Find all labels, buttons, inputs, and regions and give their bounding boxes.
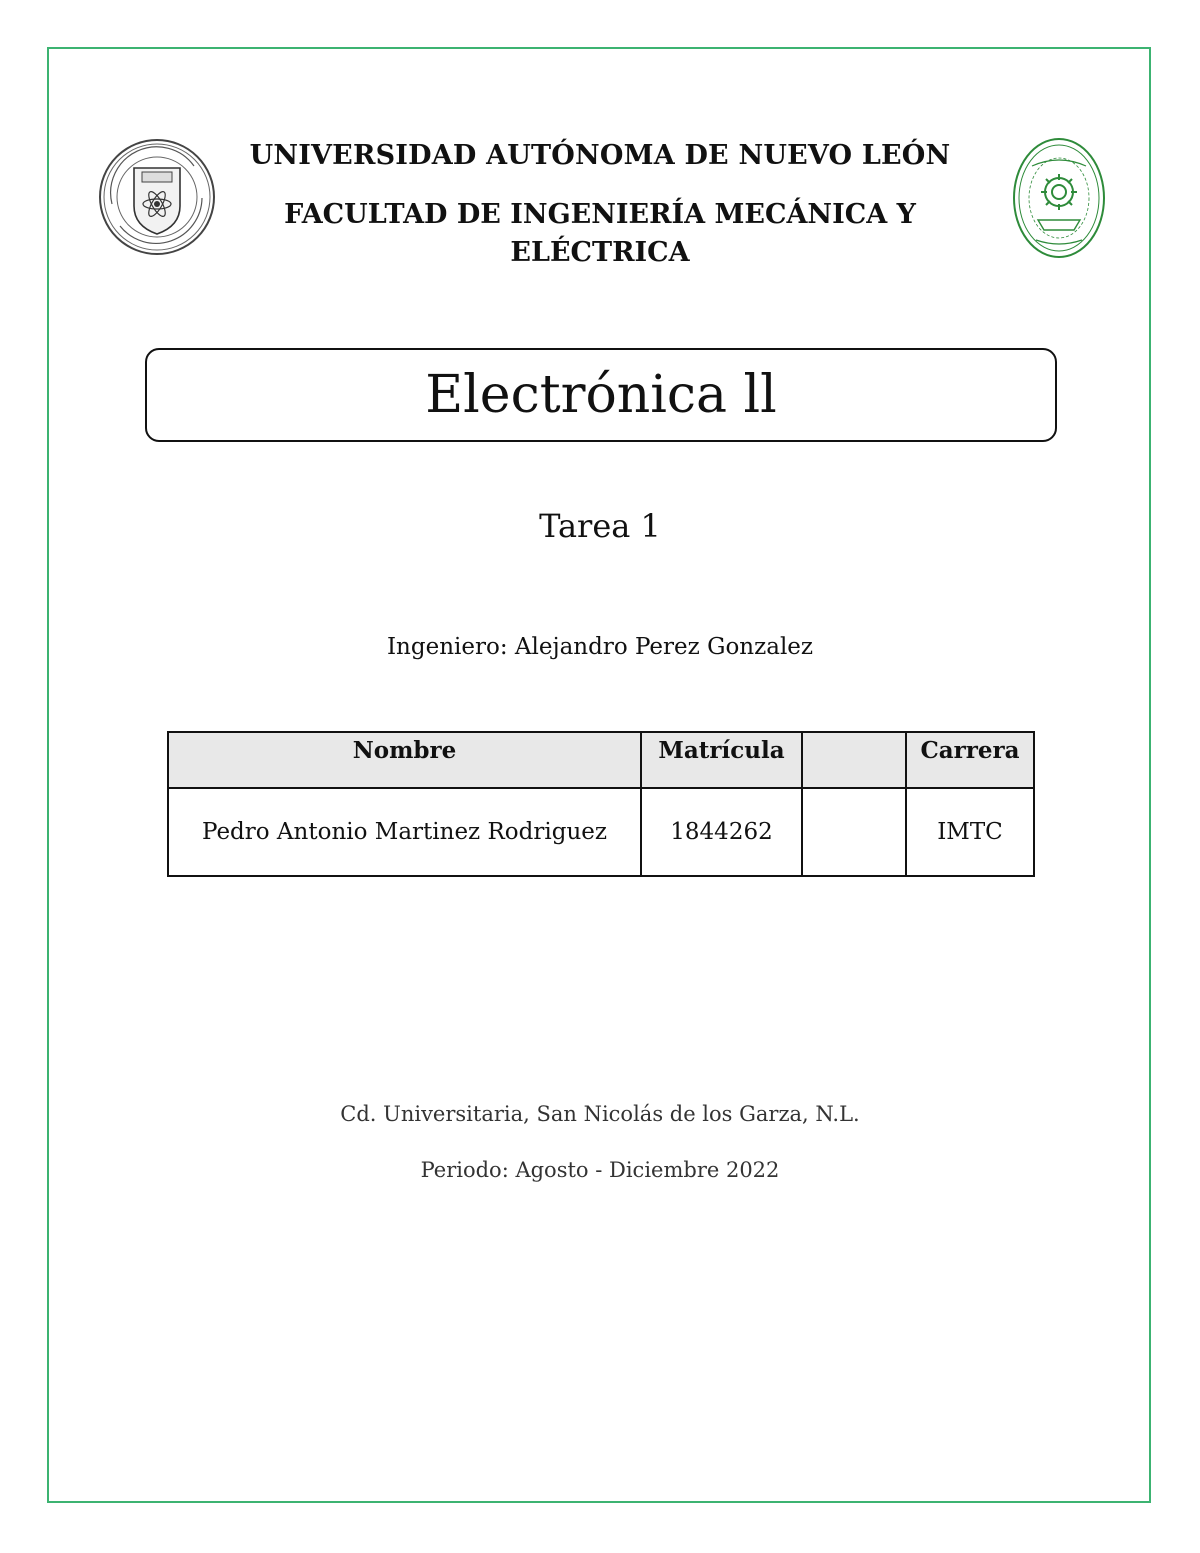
header-empty [802,732,906,788]
assignment-title: Tarea 1 [539,507,661,545]
table-header-row [168,732,1034,788]
instructor-line: Ingeniero: Alejandro Perez Gonzalez [386,634,814,660]
faculty-name: FACULTAD DE INGENIERÍA MECÁNICA Y ELÉCTRICA [284,199,916,268]
cell-matricula: 1844262 [641,788,802,876]
student-table [167,731,1035,877]
cell-empty [802,788,906,876]
header-nombre: Nombre [168,732,641,788]
university-name: UNIVERSIDAD AUTÓNOMA DE NUEVO LEÓN [249,140,951,171]
table-row [168,788,1034,876]
subject-box [145,348,1057,442]
footer-period: Periodo: Agosto - Diciembre 2022 [420,1158,780,1182]
header-matricula: Matrícula [641,732,802,788]
cell-nombre: Pedro Antonio Martinez Rodriguez [168,788,641,876]
subject-title: Electrónica ll [425,365,777,425]
fime-seal-icon [1012,136,1106,260]
cell-carrera: IMTC [906,788,1034,876]
uanl-seal-icon [98,138,216,256]
footer-location: Cd. Universitaria, San Nicolás de los Garza, N.L. [340,1102,860,1126]
header-carrera: Carrera [906,732,1034,788]
